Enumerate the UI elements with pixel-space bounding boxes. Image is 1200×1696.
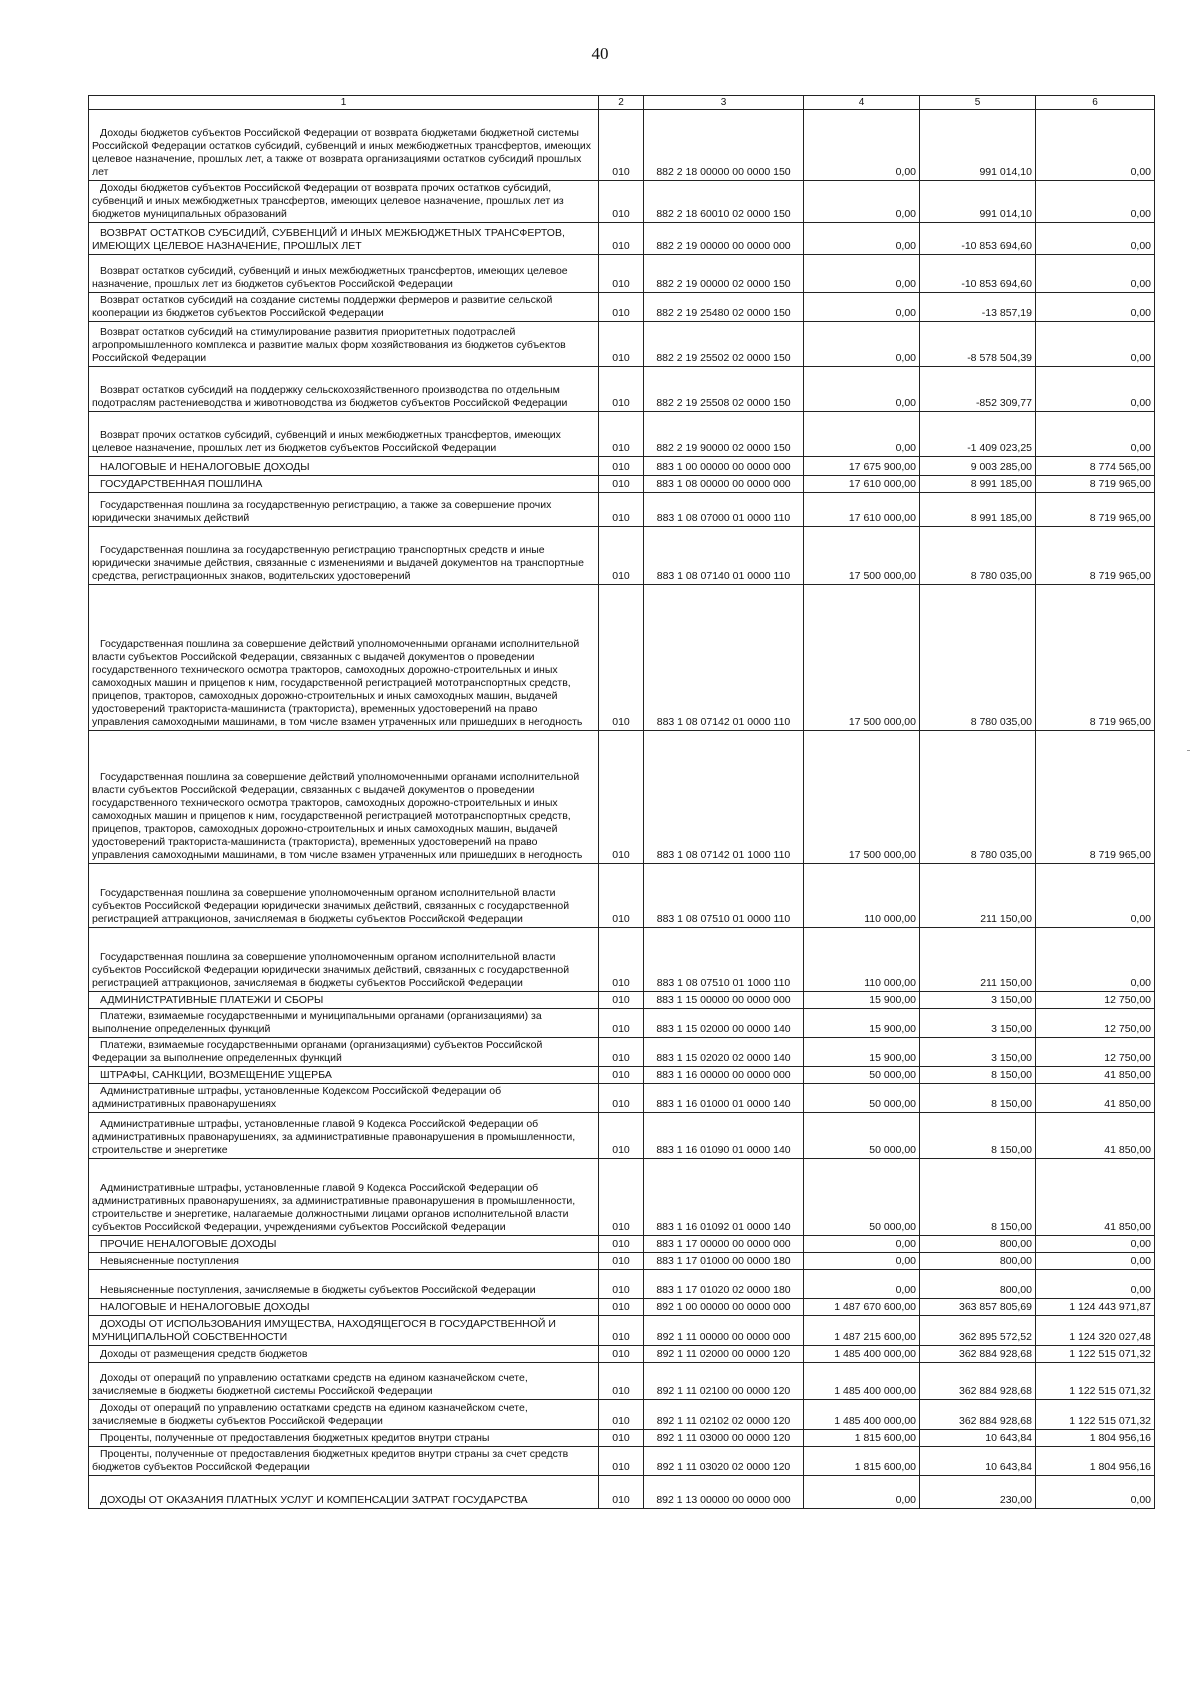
table-row — [89, 1253, 1155, 1270]
row-line-code: 010 — [599, 1270, 644, 1299]
table-row — [89, 1400, 1155, 1430]
row-executed-amount: -8 578 504,39 — [920, 322, 1036, 367]
row-line-code: 010 — [599, 928, 644, 992]
row-planned-amount: 15 900,00 — [804, 1009, 920, 1038]
row-remaining-amount: 8 719 965,00 — [1036, 585, 1155, 731]
row-executed-amount: 8 150,00 — [920, 1113, 1036, 1159]
row-executed-amount: 362 884 928,68 — [920, 1400, 1036, 1430]
row-name-text: ДОХОДЫ ОТ ИСПОЛЬЗОВАНИЯ ИМУЩЕСТВА, НАХОДЯЩЕГОСЯ В ГОСУДАРСТВЕННОЙ И МУНИЦИПАЛЬНОЙ СОБСТВЕННОСТИ — [92, 1318, 556, 1343]
row-budget-code: 883 1 16 01090 01 0000 140 — [644, 1113, 804, 1159]
row-name-text: Доходы бюджетов субъектов Российской Федерации от возврата прочих остатков субсидий, субвенций и иных межбюджетных трансфертов, имеющих целевое назначение, прошлых лет из бюджетов муниципальных образований — [92, 182, 564, 220]
row-line-code: 010 — [599, 1113, 644, 1159]
table-row — [89, 181, 1155, 223]
row-remaining-amount: 0,00 — [1036, 181, 1155, 223]
row-remaining-amount: 1 122 515 071,32 — [1036, 1400, 1155, 1430]
row-line-code: 010 — [599, 1067, 644, 1084]
row-line-code: 010 — [599, 1400, 644, 1430]
row-planned-amount: 17 500 000,00 — [804, 527, 920, 585]
row-planned-amount: 0,00 — [804, 367, 920, 412]
row-executed-amount: 8 150,00 — [920, 1084, 1036, 1113]
row-remaining-amount: 8 719 965,00 — [1036, 493, 1155, 527]
row-executed-amount: 230,00 — [920, 1476, 1036, 1509]
row-executed-amount: 363 857 805,69 — [920, 1299, 1036, 1316]
row-line-code: 010 — [599, 1430, 644, 1447]
table-row — [89, 1316, 1155, 1346]
row-name-text: ПРОЧИЕ НЕНАЛОГОВЫЕ ДОХОДЫ — [100, 1238, 277, 1250]
row-planned-amount: 15 900,00 — [804, 992, 920, 1009]
row-planned-amount: 15 900,00 — [804, 1038, 920, 1067]
row-remaining-amount: 0,00 — [1036, 293, 1155, 322]
table-row — [89, 1299, 1155, 1316]
row-executed-amount: -10 853 694,60 — [920, 223, 1036, 255]
table-row — [89, 731, 1155, 864]
row-remaining-amount: 1 124 443 971,87 — [1036, 1299, 1155, 1316]
row-executed-amount: -10 853 694,60 — [920, 255, 1036, 293]
row-name-text: Государственная пошлина за совершение действий уполномоченными органами исполнительной власти субъектов Российской Федерации, связанных с выдачей документов о проведении государственного технического осмотра тракторов, самоходных дорожно-строительных и иных самоходных машин и прицепов к ним, государственной регистрацией мототранспортных средств, прицепов, тракторов, самоходных дорожно-строительных и иных самоходных машин, выдачей удостоверений тракториста-машиниста (тракториста), временных удостоверений на право управления самоходными машинами, в том числе взамен утраченных или пришедших в негодность — [92, 638, 583, 728]
row-name-text: Возврат остатков субсидий на создание системы поддержки фермеров и развитие сельской кооперации из бюджетов субъектов Российской Федерации — [92, 294, 553, 319]
row-executed-amount: 3 150,00 — [920, 1009, 1036, 1038]
row-name-text: Доходы от операций по управлению остатками средств на едином казначейском счете, зачисляемые в бюджеты бюджетной системы Российской Федерации — [92, 1372, 528, 1397]
row-name — [89, 1009, 599, 1038]
row-budget-code: 892 1 00 00000 00 0000 000 — [644, 1299, 804, 1316]
row-budget-code: 883 1 16 01092 01 0000 140 — [644, 1159, 804, 1236]
row-budget-code: 882 2 18 00000 00 0000 150 — [644, 110, 804, 181]
row-budget-code: 883 1 08 00000 00 0000 000 — [644, 476, 804, 493]
row-line-code: 010 — [599, 1159, 644, 1236]
table-row — [89, 864, 1155, 928]
row-name — [89, 1346, 599, 1363]
row-planned-amount: 0,00 — [804, 181, 920, 223]
row-budget-code: 883 1 15 00000 00 0000 000 — [644, 992, 804, 1009]
row-line-code: 010 — [599, 992, 644, 1009]
row-line-code: 010 — [599, 367, 644, 412]
row-remaining-amount: 1 122 515 071,32 — [1036, 1363, 1155, 1400]
column-header: 1 — [89, 96, 599, 110]
table-body — [89, 110, 1155, 1509]
row-line-code: 010 — [599, 412, 644, 457]
row-planned-amount: 0,00 — [804, 1236, 920, 1253]
row-line-code: 010 — [599, 322, 644, 367]
row-line-code: 010 — [599, 1236, 644, 1253]
row-remaining-amount: 8 719 965,00 — [1036, 476, 1155, 493]
row-line-code: 010 — [599, 1084, 644, 1113]
table-row — [89, 223, 1155, 255]
row-name — [89, 1430, 599, 1447]
row-name — [89, 1084, 599, 1113]
row-executed-amount: -1 409 023,25 — [920, 412, 1036, 457]
row-planned-amount: 0,00 — [804, 255, 920, 293]
row-line-code: 010 — [599, 731, 644, 864]
row-budget-code: 892 1 11 03000 00 0000 120 — [644, 1430, 804, 1447]
row-budget-code: 883 1 08 07000 01 0000 110 — [644, 493, 804, 527]
row-name-text: Платежи, взимаемые государственными и муниципальными органами (организациями) за выполнение определенных функций — [92, 1010, 542, 1035]
row-name-text: Невыясненные поступления, зачисляемые в бюджеты субъектов Российской Федерации — [100, 1284, 536, 1296]
row-planned-amount: 1 815 600,00 — [804, 1430, 920, 1447]
table-row — [89, 1159, 1155, 1236]
row-budget-code: 882 2 19 00000 00 0000 000 — [644, 223, 804, 255]
row-remaining-amount: 0,00 — [1036, 412, 1155, 457]
row-name — [89, 864, 599, 928]
row-line-code: 010 — [599, 255, 644, 293]
row-remaining-amount: 12 750,00 — [1036, 1038, 1155, 1067]
row-planned-amount: 0,00 — [804, 322, 920, 367]
row-budget-code: 892 1 11 02100 00 0000 120 — [644, 1363, 804, 1400]
row-planned-amount: 1 487 670 600,00 — [804, 1299, 920, 1316]
table-row — [89, 1430, 1155, 1447]
row-budget-code: 882 2 19 25502 02 0000 150 — [644, 322, 804, 367]
table-row — [89, 1084, 1155, 1113]
row-name — [89, 1363, 599, 1400]
row-remaining-amount: 0,00 — [1036, 1236, 1155, 1253]
row-line-code: 010 — [599, 1316, 644, 1346]
row-name-text: НАЛОГОВЫЕ И НЕНАЛОГОВЫЕ ДОХОДЫ — [100, 1301, 310, 1313]
row-executed-amount: 8 780 035,00 — [920, 585, 1036, 731]
row-name — [89, 1236, 599, 1253]
row-name — [89, 1038, 599, 1067]
row-executed-amount: 8 150,00 — [920, 1159, 1036, 1236]
row-budget-code: 883 1 00 00000 00 0000 000 — [644, 457, 804, 476]
table-row — [89, 322, 1155, 367]
row-budget-code: 883 1 08 07140 01 0000 110 — [644, 527, 804, 585]
row-name-text: Государственная пошлина за совершение уполномоченным органом исполнительной власти субъектов Российской Федерации юридически значимых действий, связанных с государственной регистрацией аттракционов, зачисляемая в бюджеты субъектов Российской Федерации — [92, 887, 570, 925]
row-line-code: 010 — [599, 1363, 644, 1400]
row-remaining-amount: 1 122 515 071,32 — [1036, 1346, 1155, 1363]
row-executed-amount: 211 150,00 — [920, 928, 1036, 992]
table-row — [89, 527, 1155, 585]
row-budget-code: 883 1 15 02020 02 0000 140 — [644, 1038, 804, 1067]
row-budget-code: 892 1 11 02000 00 0000 120 — [644, 1346, 804, 1363]
table-row — [89, 255, 1155, 293]
table-row — [89, 1363, 1155, 1400]
row-executed-amount: 8 780 035,00 — [920, 527, 1036, 585]
row-name-text: Возврат остатков субсидий на стимулирование развития приоритетных подотраслей агропромышленного комплекса и развитие малых форм хозяйствования из бюджетов субъектов Российской Федерации — [92, 326, 566, 364]
row-remaining-amount: 0,00 — [1036, 255, 1155, 293]
row-line-code: 010 — [599, 293, 644, 322]
row-name — [89, 1270, 599, 1299]
row-executed-amount: 3 150,00 — [920, 1038, 1036, 1067]
table-row — [89, 110, 1155, 181]
row-name-text: Доходы от операций по управлению остатками средств на едином казначейском счете, зачисляемые в бюджеты субъектов Российской Федерации — [92, 1402, 528, 1427]
table-row — [89, 1038, 1155, 1067]
row-line-code: 010 — [599, 1253, 644, 1270]
row-line-code: 010 — [599, 493, 644, 527]
row-name — [89, 1253, 599, 1270]
row-remaining-amount: 1 804 956,16 — [1036, 1447, 1155, 1476]
row-executed-amount: -852 309,77 — [920, 367, 1036, 412]
row-planned-amount: 50 000,00 — [804, 1067, 920, 1084]
row-name-text: Государственная пошлина за государственную регистрацию, а также за совершение прочих юридически значимых действий — [92, 499, 552, 524]
row-name-text: Проценты, полученные от предоставления бюджетных кредитов внутри страны — [100, 1432, 490, 1444]
table-row — [89, 1236, 1155, 1253]
row-budget-code: 892 1 11 02102 02 0000 120 — [644, 1400, 804, 1430]
column-header: 6 — [1036, 96, 1155, 110]
row-remaining-amount: 8 719 965,00 — [1036, 731, 1155, 864]
row-name-text: АДМИНИСТРАТИВНЫЕ ПЛАТЕЖИ И СБОРЫ — [100, 994, 324, 1006]
row-name-text: Административные штрафы, установленные главой 9 Кодекса Российской Федерации об административных правонарушениях, за административные правонарушения в промышленности, строительстве и энергетике, налагаемые должностными лицами органов исполнительной власти субъектов Российской Федерации, учреждениями субъектов Российской Федерации — [92, 1182, 576, 1233]
row-name — [89, 1159, 599, 1236]
row-name — [89, 731, 599, 864]
row-budget-code: 883 1 15 02000 00 0000 140 — [644, 1009, 804, 1038]
table-row — [89, 457, 1155, 476]
row-remaining-amount: 41 850,00 — [1036, 1067, 1155, 1084]
row-planned-amount: 1 485 400 000,00 — [804, 1346, 920, 1363]
table-row — [89, 412, 1155, 457]
row-line-code: 010 — [599, 1447, 644, 1476]
row-planned-amount: 17 500 000,00 — [804, 731, 920, 864]
row-remaining-amount: 0,00 — [1036, 1253, 1155, 1270]
row-budget-code: 883 1 16 00000 00 0000 000 — [644, 1067, 804, 1084]
row-planned-amount: 1 487 215 600,00 — [804, 1316, 920, 1346]
row-planned-amount: 1 815 600,00 — [804, 1447, 920, 1476]
row-name — [89, 293, 599, 322]
row-remaining-amount: 8 719 965,00 — [1036, 527, 1155, 585]
table-row — [89, 493, 1155, 527]
row-name — [89, 255, 599, 293]
row-remaining-amount: 0,00 — [1036, 1270, 1155, 1299]
row-remaining-amount: 1 124 320 027,48 — [1036, 1316, 1155, 1346]
row-name-text: Платежи, взимаемые государственными органами (организациями) субъектов Российской Федерации за выполнение определенных функций — [92, 1039, 543, 1064]
row-remaining-amount: 41 850,00 — [1036, 1084, 1155, 1113]
table-row — [89, 585, 1155, 731]
row-executed-amount: 211 150,00 — [920, 864, 1036, 928]
row-executed-amount: 9 003 285,00 — [920, 457, 1036, 476]
column-header: 4 — [804, 96, 920, 110]
row-name-text: Возврат остатков субсидий на поддержку сельскохозяйственного производства по отдельным подотраслям растениеводства и животноводства из бюджетов субъектов Российской Федерации — [92, 384, 568, 409]
row-planned-amount: 0,00 — [804, 223, 920, 255]
row-planned-amount: 50 000,00 — [804, 1084, 920, 1113]
row-name — [89, 1476, 599, 1509]
row-remaining-amount: 0,00 — [1036, 322, 1155, 367]
row-name — [89, 322, 599, 367]
row-name-text: Доходы бюджетов субъектов Российской Федерации от возврата бюджетами бюджетной системы Российской Федерации остатков субсидий, субвенций и иных межбюджетных трансфертов, имеющих целевое назначение, прошлых лет, а также от возврата организациями остатков субсидий прошлых лет — [92, 127, 592, 178]
row-name — [89, 1299, 599, 1316]
row-name — [89, 1400, 599, 1430]
row-budget-code: 892 1 13 00000 00 0000 000 — [644, 1476, 804, 1509]
page-number: 40 — [591, 44, 609, 63]
row-line-code: 010 — [599, 1299, 644, 1316]
row-name-text: Проценты, полученные от предоставления бюджетных кредитов внутри страны за счет средств бюджетов субъектов Российской Федерации — [92, 1448, 569, 1473]
row-name — [89, 928, 599, 992]
row-budget-code: 883 1 17 00000 00 0000 000 — [644, 1236, 804, 1253]
row-budget-code: 883 1 17 01020 02 0000 180 — [644, 1270, 804, 1299]
row-line-code: 010 — [599, 223, 644, 255]
row-budget-code: 882 2 18 60010 02 0000 150 — [644, 181, 804, 223]
row-planned-amount: 17 610 000,00 — [804, 476, 920, 493]
row-name-text: Государственная пошлина за совершение уполномоченным органом исполнительной власти субъектов Российской Федерации юридически значимых действий, связанных с государственной регистрацией аттракционов, зачисляемая в бюджеты субъектов Российской Федерации — [92, 951, 570, 989]
row-planned-amount: 17 675 900,00 — [804, 457, 920, 476]
row-budget-code: 882 2 19 25508 02 0000 150 — [644, 367, 804, 412]
row-name — [89, 457, 599, 476]
row-line-code: 010 — [599, 110, 644, 181]
row-planned-amount: 50 000,00 — [804, 1113, 920, 1159]
table-row — [89, 1270, 1155, 1299]
row-name-text: Доходы от размещения средств бюджетов — [100, 1348, 308, 1360]
row-executed-amount: 3 150,00 — [920, 992, 1036, 1009]
row-executed-amount: 10 643,84 — [920, 1447, 1036, 1476]
row-name — [89, 1067, 599, 1084]
row-planned-amount: 1 485 400 000,00 — [804, 1400, 920, 1430]
row-remaining-amount: 1 804 956,16 — [1036, 1430, 1155, 1447]
budget-table — [88, 95, 1155, 1509]
row-remaining-amount: 12 750,00 — [1036, 1009, 1155, 1038]
row-executed-amount: 362 895 572,52 — [920, 1316, 1036, 1346]
row-remaining-amount: 12 750,00 — [1036, 992, 1155, 1009]
row-executed-amount: 800,00 — [920, 1236, 1036, 1253]
row-line-code: 010 — [599, 527, 644, 585]
row-budget-code: 883 1 08 07510 01 0000 110 — [644, 864, 804, 928]
row-name — [89, 1447, 599, 1476]
row-name-text: ШТРАФЫ, САНКЦИИ, ВОЗМЕЩЕНИЕ УЩЕРБА — [100, 1069, 332, 1081]
row-budget-code: 883 1 08 07142 01 0000 110 — [644, 585, 804, 731]
row-planned-amount: 0,00 — [804, 1253, 920, 1270]
row-name — [89, 223, 599, 255]
row-name-text: НАЛОГОВЫЕ И НЕНАЛОГОВЫЕ ДОХОДЫ — [100, 461, 310, 473]
row-planned-amount: 0,00 — [804, 412, 920, 457]
row-name-text: Возврат остатков субсидий, субвенций и иных межбюджетных трансфертов, имеющих целевое назначение, прошлых лет из бюджетов субъектов Российской Федерации — [92, 265, 568, 290]
table-row — [89, 1067, 1155, 1084]
row-name — [89, 412, 599, 457]
row-budget-code: 883 1 16 01000 01 0000 140 — [644, 1084, 804, 1113]
row-name-text: Государственная пошлина за совершение действий уполномоченными органами исполнительной власти субъектов Российской Федерации, связанных с выдачей документов о проведении государственного технического осмотра тракторов, самоходных дорожно-строительных и иных самоходных машин и прицепов к ним, государственной регистрацией мототранспортных средств, прицепов, тракторов, самоходных дорожно-строительных и иных самоходных машин, выдачей удостоверений тракториста-машиниста (тракториста), временных удостоверений на право управления самоходными машинами, в том числе взамен утраченных или пришедших в негодность — [92, 771, 583, 861]
row-executed-amount: 8 991 185,00 — [920, 476, 1036, 493]
row-remaining-amount: 41 850,00 — [1036, 1159, 1155, 1236]
row-executed-amount: 800,00 — [920, 1253, 1036, 1270]
row-name — [89, 585, 599, 731]
table-row — [89, 1447, 1155, 1476]
row-name — [89, 992, 599, 1009]
row-remaining-amount: 0,00 — [1036, 223, 1155, 255]
table-row — [89, 1113, 1155, 1159]
table-row — [89, 293, 1155, 322]
row-executed-amount: 991 014,10 — [920, 181, 1036, 223]
row-remaining-amount: 8 774 565,00 — [1036, 457, 1155, 476]
row-line-code: 010 — [599, 476, 644, 493]
row-budget-code: 892 1 11 00000 00 0000 000 — [644, 1316, 804, 1346]
table-row — [89, 992, 1155, 1009]
row-line-code: 010 — [599, 1038, 644, 1067]
row-name-text: ДОХОДЫ ОТ ОКАЗАНИЯ ПЛАТНЫХ УСЛУГ И КОМПЕНСАЦИИ ЗАТРАТ ГОСУДАРСТВА — [100, 1494, 528, 1506]
row-remaining-amount: 0,00 — [1036, 367, 1155, 412]
row-name — [89, 367, 599, 412]
row-executed-amount: 362 884 928,68 — [920, 1346, 1036, 1363]
table-row — [89, 476, 1155, 493]
row-budget-code: 882 2 19 25480 02 0000 150 — [644, 293, 804, 322]
scan-edge-mark — [1187, 750, 1190, 751]
row-planned-amount: 17 500 000,00 — [804, 585, 920, 731]
row-name-text: Государственная пошлина за государственную регистрацию транспортных средств и иные юридически значимые действия, связанные с изменениями и выдачей документов на транспортные средства, регистрационных знаков, водительских удостоверений — [92, 544, 584, 582]
row-budget-code: 892 1 11 03020 02 0000 120 — [644, 1447, 804, 1476]
table-row — [89, 928, 1155, 992]
row-executed-amount: 8 150,00 — [920, 1067, 1036, 1084]
row-budget-code: 883 1 08 07142 01 1000 110 — [644, 731, 804, 864]
row-remaining-amount: 0,00 — [1036, 864, 1155, 928]
row-name-text: ГОСУДАРСТВЕННАЯ ПОШЛИНА — [100, 478, 263, 490]
row-planned-amount: 0,00 — [804, 110, 920, 181]
row-name-text: Возврат прочих остатков субсидий, субвенций и иных межбюджетных трансфертов, имеющих целевое назначение, прошлых лет из бюджетов субъектов Российской Федерации — [92, 429, 561, 454]
row-planned-amount: 17 610 000,00 — [804, 493, 920, 527]
column-header: 5 — [920, 96, 1036, 110]
row-remaining-amount: 0,00 — [1036, 1476, 1155, 1509]
row-executed-amount: 800,00 — [920, 1270, 1036, 1299]
column-header: 3 — [644, 96, 804, 110]
row-planned-amount: 0,00 — [804, 1476, 920, 1509]
row-executed-amount: 8 780 035,00 — [920, 731, 1036, 864]
row-executed-amount: 362 884 928,68 — [920, 1363, 1036, 1400]
row-name — [89, 110, 599, 181]
table-row — [89, 1346, 1155, 1363]
row-executed-amount: -13 857,19 — [920, 293, 1036, 322]
row-planned-amount: 50 000,00 — [804, 1159, 920, 1236]
row-name-text: Административные штрафы, установленные главой 9 Кодекса Российской Федерации об административных правонарушениях, за административные правонарушения в промышленности, строительстве и энергетике — [92, 1118, 576, 1156]
row-planned-amount: 110 000,00 — [804, 928, 920, 992]
row-name-text: Невыясненные поступления — [100, 1255, 239, 1267]
row-line-code: 010 — [599, 585, 644, 731]
row-planned-amount: 110 000,00 — [804, 864, 920, 928]
table-header-row — [89, 96, 1155, 110]
row-planned-amount: 1 485 400 000,00 — [804, 1363, 920, 1400]
row-budget-code: 883 1 17 01000 00 0000 180 — [644, 1253, 804, 1270]
table-row — [89, 1476, 1155, 1509]
row-executed-amount: 8 991 185,00 — [920, 493, 1036, 527]
row-name — [89, 493, 599, 527]
row-name — [89, 181, 599, 223]
row-budget-code: 883 1 08 07510 01 1000 110 — [644, 928, 804, 992]
row-name — [89, 527, 599, 585]
row-line-code: 010 — [599, 1346, 644, 1363]
table-row — [89, 1009, 1155, 1038]
row-name — [89, 476, 599, 493]
column-header: 2 — [599, 96, 644, 110]
row-name — [89, 1316, 599, 1346]
row-remaining-amount: 0,00 — [1036, 110, 1155, 181]
row-remaining-amount: 0,00 — [1036, 928, 1155, 992]
row-name-text: Административные штрафы, установленные Кодексом Российской Федерации об административных правонарушениях — [92, 1085, 502, 1110]
row-name — [89, 1113, 599, 1159]
row-line-code: 010 — [599, 181, 644, 223]
row-line-code: 010 — [599, 864, 644, 928]
row-budget-code: 882 2 19 90000 02 0000 150 — [644, 412, 804, 457]
row-remaining-amount: 41 850,00 — [1036, 1113, 1155, 1159]
row-line-code: 010 — [599, 457, 644, 476]
table-row — [89, 367, 1155, 412]
row-line-code: 010 — [599, 1009, 644, 1038]
row-executed-amount: 991 014,10 — [920, 110, 1036, 181]
row-planned-amount: 0,00 — [804, 293, 920, 322]
row-budget-code: 882 2 19 00000 02 0000 150 — [644, 255, 804, 293]
row-planned-amount: 0,00 — [804, 1270, 920, 1299]
row-executed-amount: 10 643,84 — [920, 1430, 1036, 1447]
row-name-text: ВОЗВРАТ ОСТАТКОВ СУБСИДИЙ, СУБВЕНЦИЙ И ИНЫХ МЕЖБЮДЖЕТНЫХ ТРАНСФЕРТОВ, ИМЕЮЩИХ ЦЕЛЕВОЕ НАЗНАЧЕНИЕ, ПРОШЛЫХ ЛЕТ — [92, 227, 565, 252]
row-line-code: 010 — [599, 1476, 644, 1509]
